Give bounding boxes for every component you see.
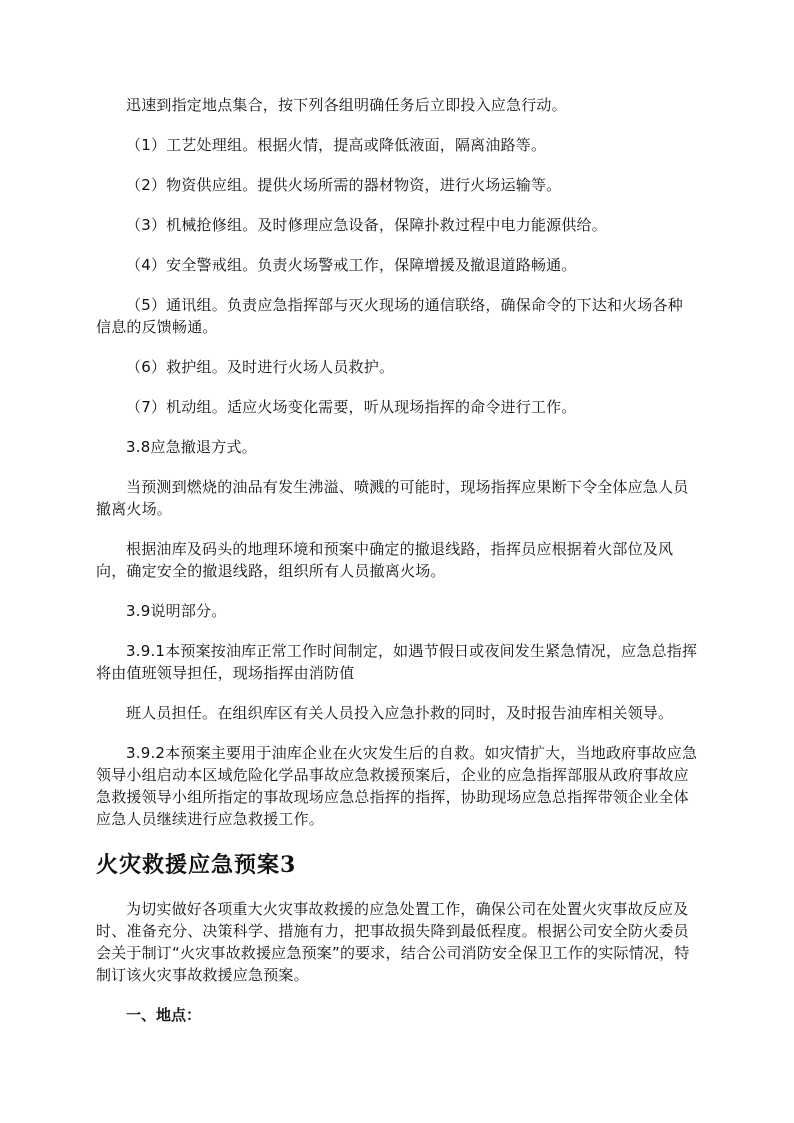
paragraph: 3.9.2本预案主要用于油库企业在火灾发生后的自救。如灾情扩大，当地政府事故应急领导小组启动本区域危险化学品事故应急救援预案后，企业的应急指挥部服从政府事故应急救援领导小组所指定的事故现场应急总指挥的指挥，协助现场应急总指挥带领企业全体应急人员继续进行应急救援工作。 [96,744,698,828]
paragraph: （7）机动组。适应火场变化需要，听从现场指挥的命令进行工作。 [126,398,577,416]
paragraph: 班人员担任。在组织库区有关人员投入应急扑救的同时，及时报告油库相关领导。 [126,704,674,722]
paragraph: （6）救护组。及时进行火场人员救护。 [126,358,395,376]
document-page [96,94,698,1026]
paragraph: （4）安全警戒组。负责火场警戒工作，保障增援及撤退道路畅通。 [126,256,577,274]
paragraph: 当预测到燃烧的油品有发生沸溢、喷溅的可能时，现场指挥应果断下令全体应急人员撤离火场。 [96,478,689,518]
intro-paragraph: 为切实做好各项重大火灾事故救援的应急处置工作，确保公司在处置火灾事故反应及时、准备充分、决策科学、措施有力，把事故损失降到最低程度。根据公司安全防火委员会关于制订“火灾事故救援应急预案”的要求，结合公司消防安全保卫工作的实际情况，特制订该火灾事故救援应急预案。 [96,900,690,984]
paragraph: 3.9说明部分。 [126,602,227,620]
paragraph: 3.8应急撤退方式。 [126,438,257,456]
paragraph: （5）通讯组。负责应急指挥部与灭火现场的通信联络，确保命令的下达和火场各种信息的反馈畅通。 [96,296,683,336]
paragraph: 根据油库及码头的地理环境和预案中确定的撤退线路，指挥员应根据着火部位及风向，确定安全的撤退线路，组织所有人员撤离火场。 [96,540,674,580]
section-heading: 火灾救援应急预案3 [96,852,297,878]
paragraph: （3）机械抢修组。及时修理应急设备，保障扑救过程中电力能源供给。 [126,216,607,234]
paragraph: （2）物资供应组。提供火场所需的器材物资，进行火场运输等。 [126,176,562,194]
paragraph: 3.9.1本预案按油库正常工作时间制定，如遇节假日或夜间发生紧急情况，应急总指挥将由值班领导担任，现场指挥由消防值 [96,642,698,682]
paragraph: （1）工艺处理组。根据火情，提高或降低液面，隔离油路等。 [126,136,547,154]
paragraph: 迅速到指定地点集合，按下列各组明确任务后立即投入应急行动。 [126,96,567,114]
subheading: 一、地点： [126,1006,202,1024]
